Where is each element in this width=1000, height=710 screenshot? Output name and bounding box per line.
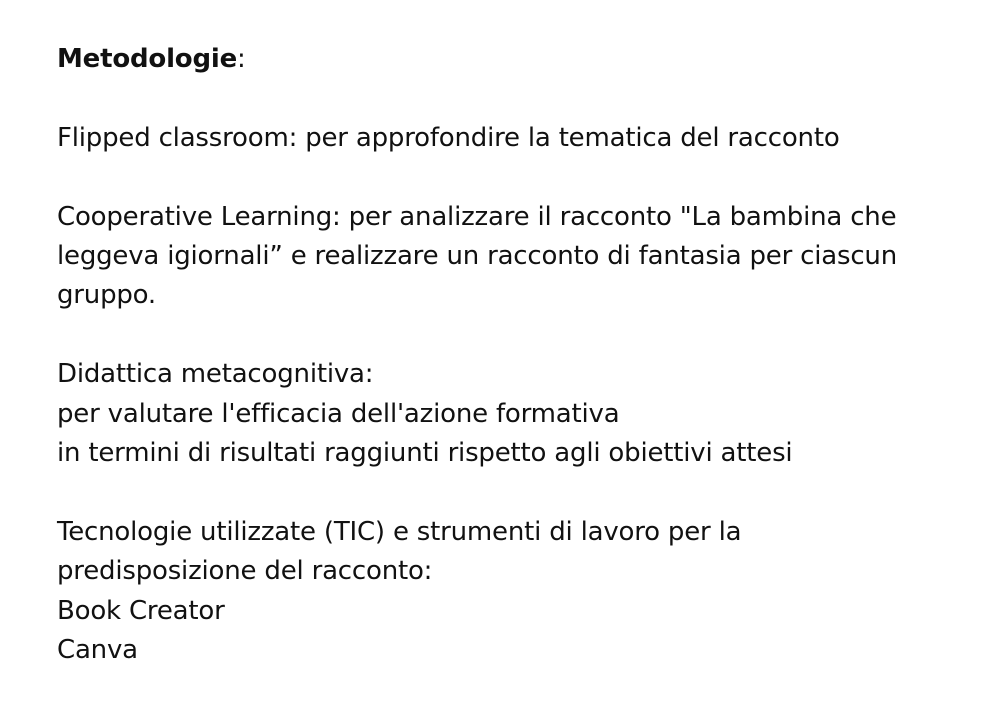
metacognitive-line-3: in termini di risultati raggiunti rispetto agli obiettivi attesi — [57, 438, 793, 469]
metacognitive-line-2: per valutare l'efficacia dell'azione formativa — [57, 398, 620, 429]
cooperative-line-1: Cooperative Learning: per analizzare il racconto "La bambina che — [57, 201, 897, 232]
tool-canva: Canva — [57, 635, 138, 666]
heading-suffix: : — [237, 44, 246, 74]
technologies-line-2: predisposizione del racconto: — [57, 556, 433, 587]
technologies-line-1: Tecnologie utilizzate (TIC) e strumenti di lavoro per la — [57, 516, 742, 547]
flipped-line-1: Flipped classroom: per approfondire la tematica del racconto — [57, 122, 840, 153]
cooperative-learning-section — [57, 198, 957, 316]
metacognitive-section — [57, 355, 957, 473]
heading — [57, 40, 957, 79]
metacognitive-line-1: Didattica metacognitiva: — [57, 359, 374, 390]
blank-line — [57, 158, 957, 197]
heading-title: Metodologie — [57, 44, 238, 74]
document-body — [57, 40, 957, 670]
cooperative-line-2: leggeva igiornali” e realizzare un racconto di fantasia per ciascun — [57, 241, 897, 271]
blank-line — [57, 79, 957, 118]
cooperative-line-3: gruppo. — [57, 280, 156, 311]
blank-line — [57, 316, 957, 355]
tool-book-creator: Book Creator — [57, 595, 225, 626]
blank-line — [57, 473, 957, 512]
flipped-classroom-section — [57, 119, 957, 158]
technologies-section — [57, 513, 957, 671]
